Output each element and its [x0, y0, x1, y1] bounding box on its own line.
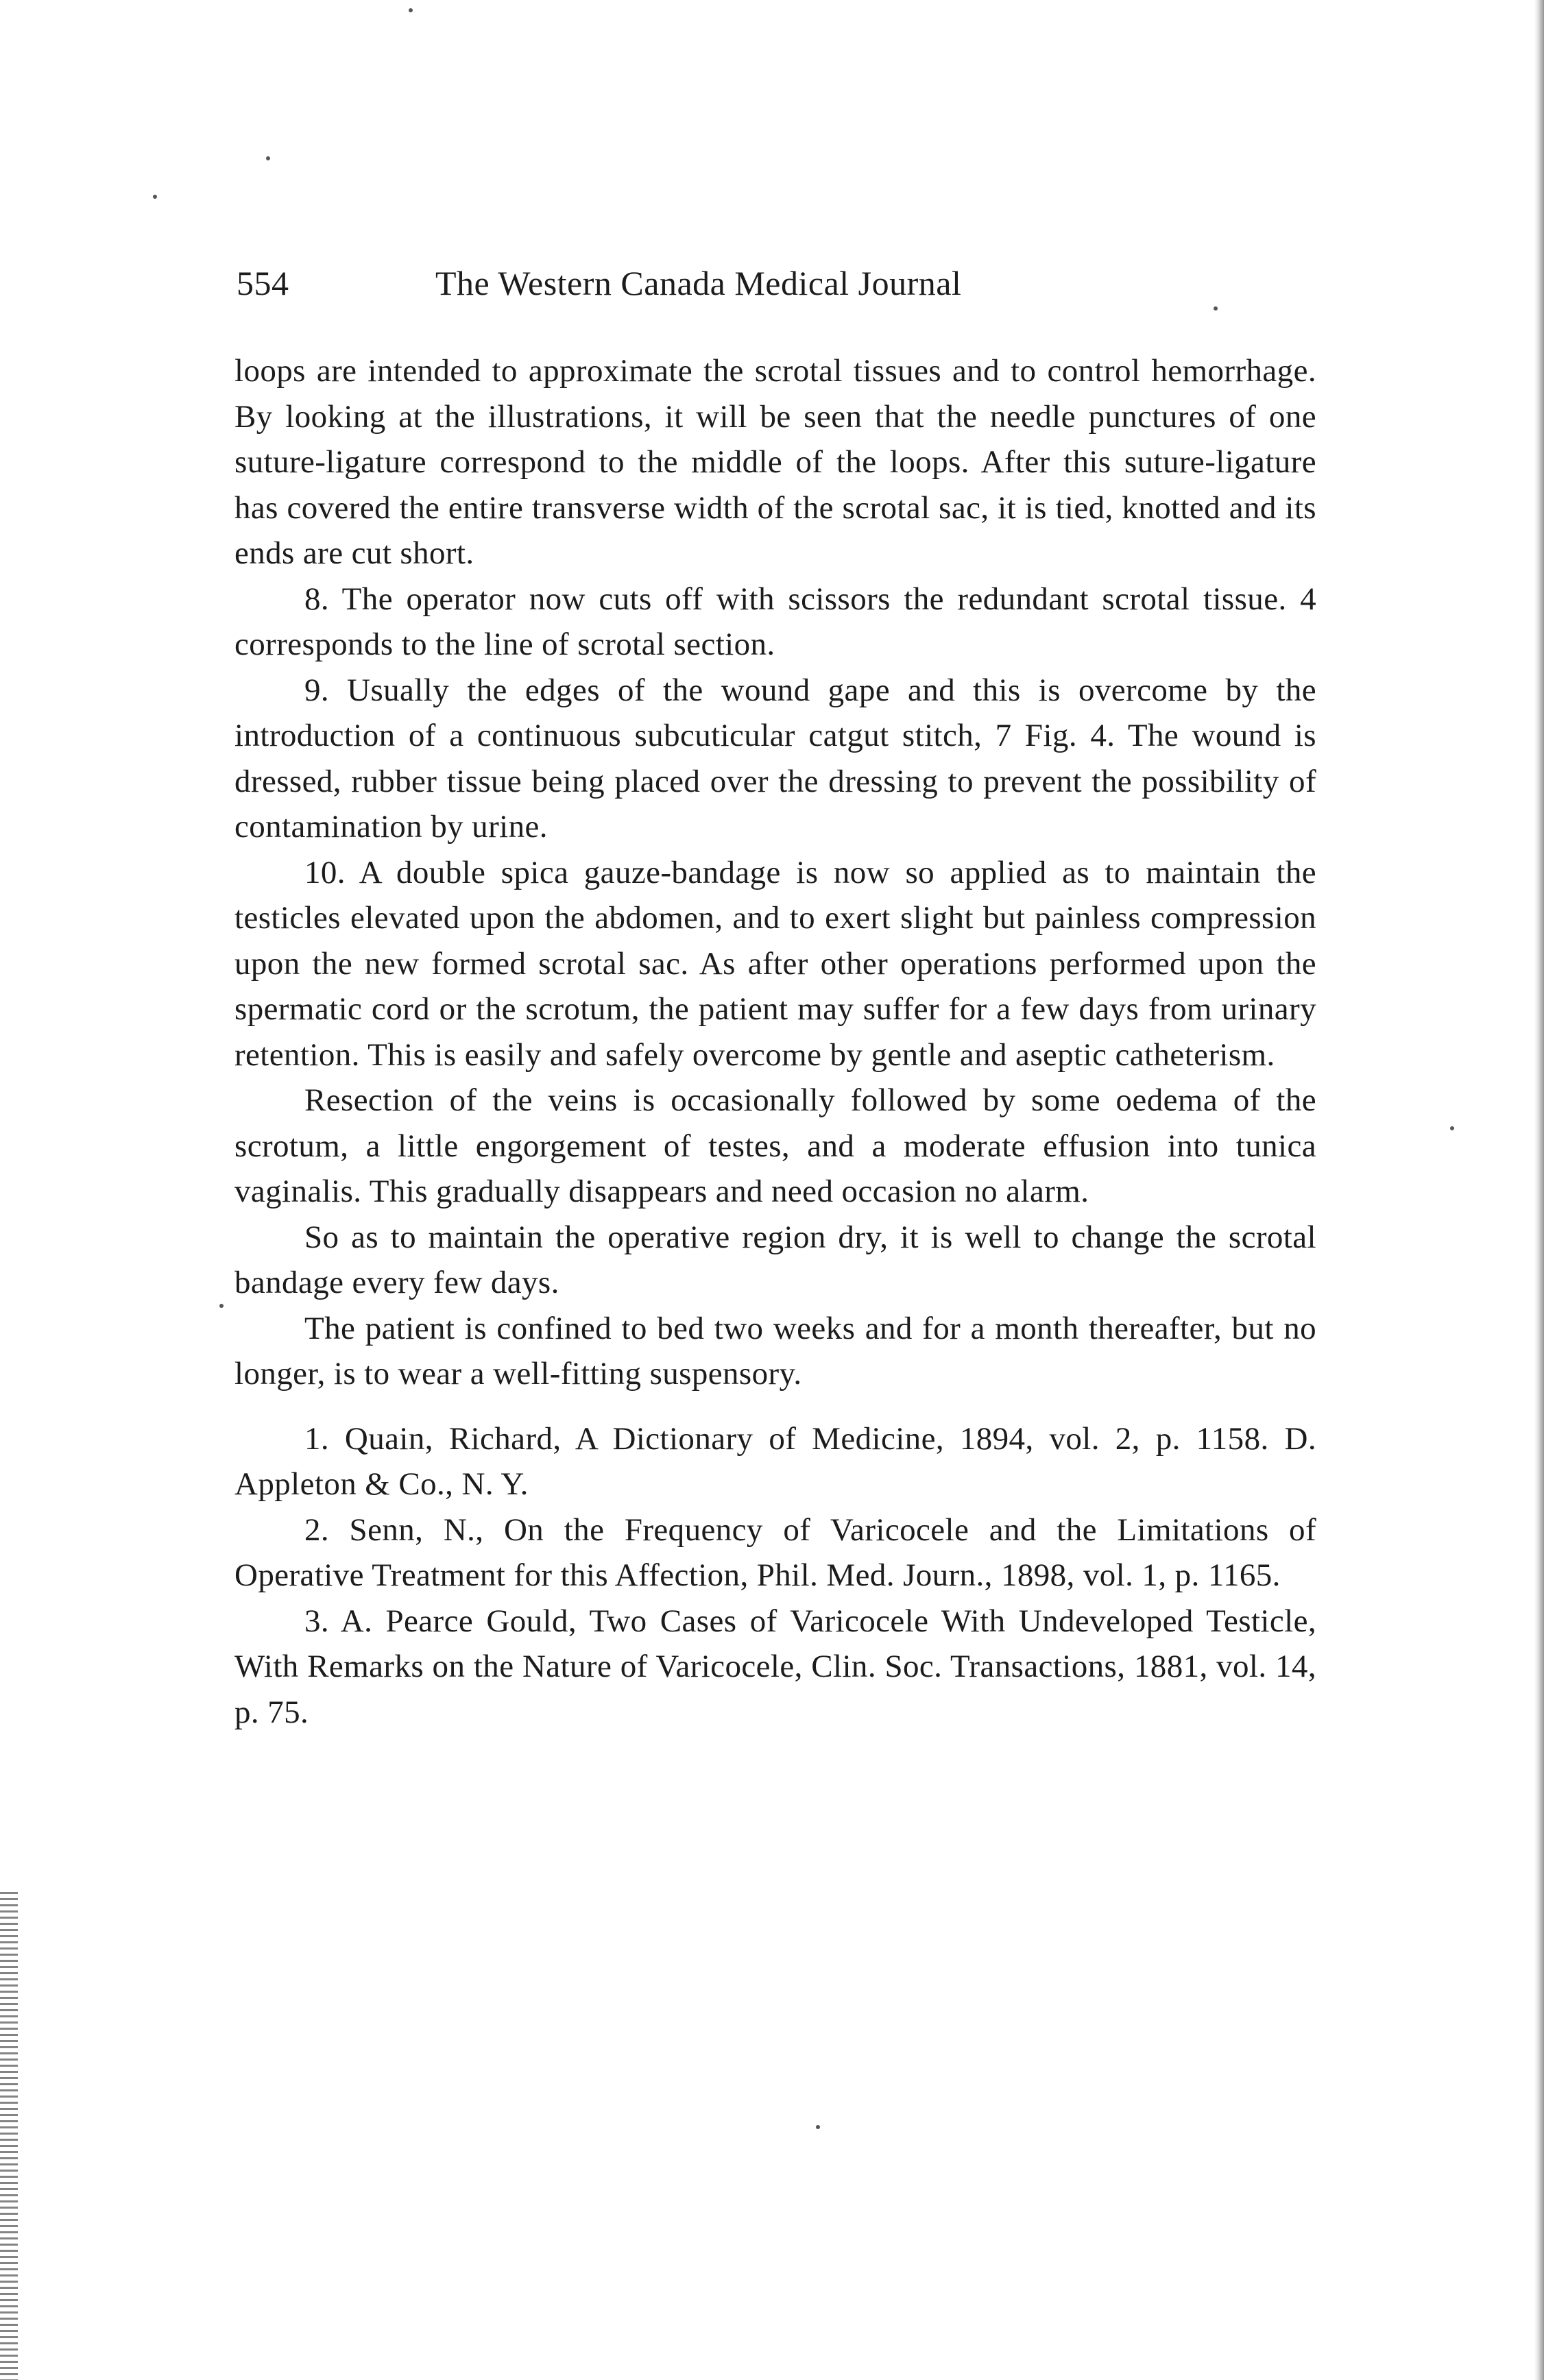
scan-speck	[409, 8, 413, 12]
page-number: 554	[237, 264, 289, 302]
paragraph: 9. Usually the edges of the wound gape and this is overcome by the introduction of a continuous subcuticular catgut stitch, 7 Fig. 4. The wound is dressed, rubber tissue being placed over the dressing to prevent the possibility of contamination by urine.	[234, 672, 1316, 845]
reference-item: 1. Quain, Richard, A Dictionary of Medicine, 1894, vol. 2, p. 1158. D. Appleton & Co., N. Y.	[234, 1420, 1316, 1502]
scan-speck	[219, 1304, 224, 1308]
scan-speck	[816, 2125, 820, 2129]
running-title: The Western Canada Medical Journal	[435, 264, 962, 302]
paragraph: So as to maintain the operative region dry, it is well to change the scrotal bandage every few days.	[234, 1219, 1316, 1300]
page-header	[237, 263, 1334, 318]
references	[234, 1416, 1316, 1736]
paragraph: The patient is confined to bed two weeks and for a month thereafter, but no longer, is to wear a well-fitting suspensory.	[234, 1310, 1316, 1392]
paragraph: Resection of the veins is occasionally followed by some oedema of the scrotum, a little engorgement of testes, and a moderate effusion into tunica vaginalis. This gradually disappears and need occasion no alarm.	[234, 1082, 1316, 1209]
scan-speck	[153, 195, 157, 199]
scan-edge-right	[1534, 0, 1544, 2380]
scan-speck	[266, 156, 270, 160]
scan-speck	[1214, 306, 1218, 311]
body-text	[234, 348, 1316, 1735]
paragraph: 10. A double spica gauze-bandage is now so applied as to maintain the testicles elevated upon the abdomen, and to exert slight but painless compression upon the new formed scrotal sac. As after other operations performed upon the spermatic cord or the scrotum, the patient may suffer for a few days from urinary retention. This is easily and safely overcome by gentle and aseptic catheterism.	[234, 854, 1316, 1073]
reference-item: 2. Senn, N., On the Frequency of Varicocele and the Limitations of Operative Treatment for this Affection, Phil. Med. Journ., 1898, vol. 1, p. 1165.	[234, 1511, 1316, 1593]
scan-edge-left	[0, 1892, 18, 2380]
reference-item: 3. A. Pearce Gould, Two Cases of Varicocele With Undeveloped Testicle, With Remarks on the Nature of Varicocele, Clin. Soc. Transactions, 1881, vol. 14, p. 75.	[234, 1603, 1316, 1730]
paragraph: 8. The operator now cuts off with scissors the redundant scrotal tissue. 4 corresponds to the line of scrotal section.	[234, 581, 1316, 662]
scan-speck	[1450, 1126, 1454, 1130]
paragraph: loops are intended to approximate the scrotal tissues and to control hemorrhage. By looking at the illustrations, it will be seen that the needle punctures of one suture-ligature correspond to the middle of the loops. After this suture-ligature has covered the entire transverse width of the scrotal sac, it is tied, knotted and its ends are cut short.	[234, 353, 1316, 571]
